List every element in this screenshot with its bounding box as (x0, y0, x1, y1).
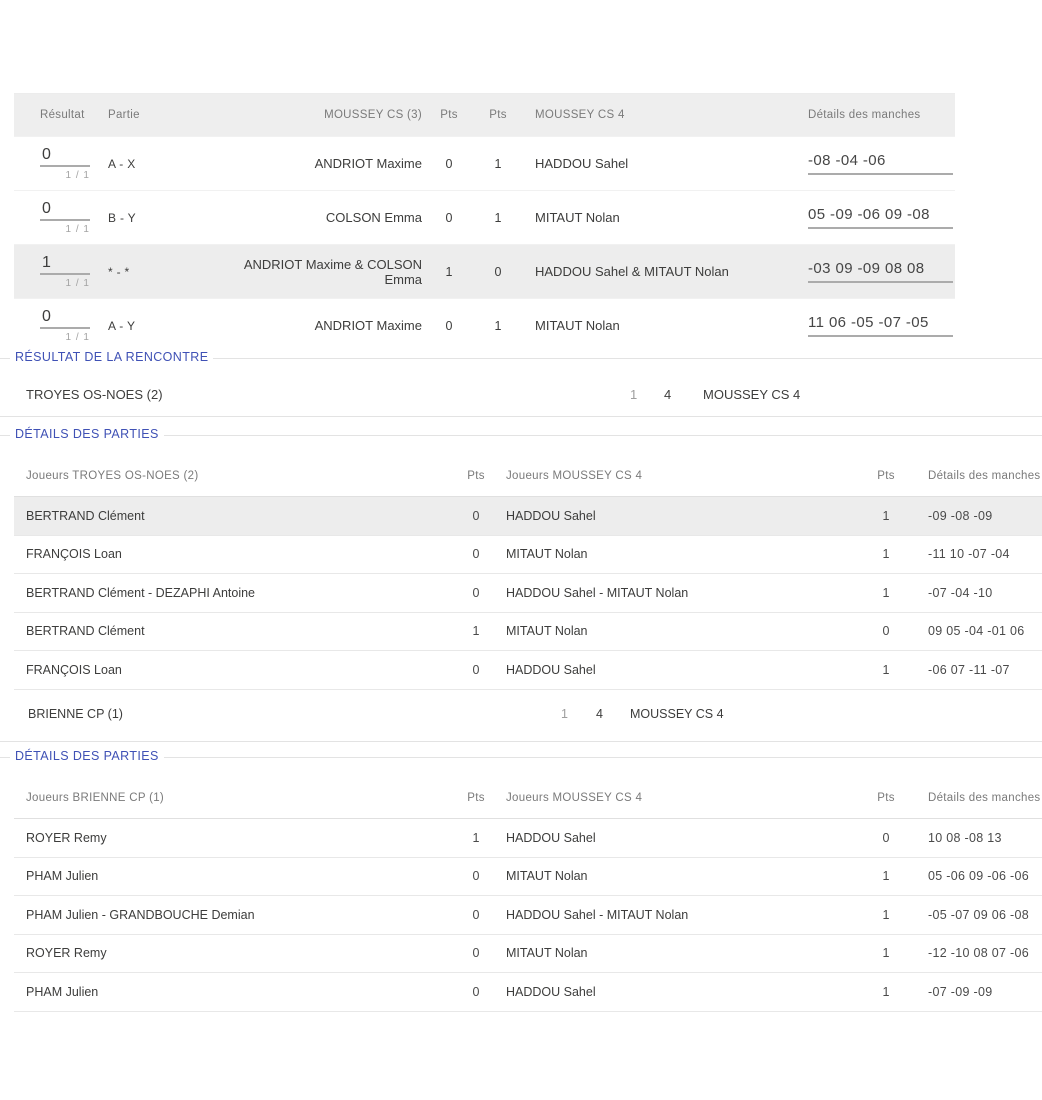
rencontre-score-a: 1 (630, 387, 638, 402)
pts-a: 0 (472, 907, 480, 922)
player-team-a: ANDRIOT Maxime (314, 156, 422, 171)
pts-a: 0 (472, 869, 480, 884)
player-b: HADDOU Sahel - MITAUT Nolan (506, 585, 689, 600)
result-field[interactable] (40, 146, 90, 181)
player-a: FRANÇOIS Loan (26, 662, 122, 677)
pts-a: 1 (472, 624, 480, 639)
result-fraction: 1 / 1 (65, 278, 90, 290)
footer-score-b: 4 (596, 706, 603, 721)
details-row (14, 613, 1042, 652)
pts-b: 1 (882, 585, 890, 600)
manches-detail: -05 -07 09 06 -08 (928, 907, 1029, 922)
partie-code: A - Y (108, 318, 136, 333)
match-game-row (14, 190, 955, 244)
details-row (14, 935, 1042, 974)
player-team-a: ANDRIOT Maxime & COLSON Emma (243, 256, 422, 287)
details-row (14, 973, 1042, 1012)
pts-a: 1 (472, 830, 480, 845)
player-b: HADDOU Sahel (506, 830, 596, 845)
header-team-b: MOUSSEY CS 4 (535, 109, 625, 121)
player-team-b: MITAUT Nolan (535, 318, 620, 333)
footer-score-a: 1 (561, 706, 568, 721)
player-a: BERTRAND Clément (26, 624, 145, 639)
player-a: PHAM Julien (26, 869, 99, 884)
manches-detail: -07 -04 -10 (928, 585, 993, 600)
manches-field[interactable] (793, 152, 955, 175)
pts-b-value: 1 (494, 318, 502, 333)
player-b: HADDOU Sahel (506, 662, 596, 677)
details-row (14, 536, 1042, 575)
player-b: MITAUT Nolan (506, 624, 588, 639)
section-resultat-rencontre (0, 350, 1042, 417)
pts-b: 1 (882, 547, 890, 562)
details-row (14, 651, 1042, 690)
player-team-b: HADDOU Sahel (535, 156, 629, 171)
player-team-b: MITAUT Nolan (535, 210, 620, 225)
details-row (14, 819, 1042, 858)
player-b: HADDOU Sahel (506, 984, 596, 999)
pts-a-value: 0 (445, 210, 453, 225)
player-a: BERTRAND Clément - DEZAPHI Antoine (26, 585, 256, 600)
section-details-parties-2 (0, 749, 1042, 1012)
details-header (14, 455, 1042, 497)
result-fraction: 1 / 1 (65, 224, 90, 236)
pts-b: 1 (882, 907, 890, 922)
partie-code: * - * (108, 264, 130, 279)
match-games-table (14, 93, 955, 352)
pts-b: 1 (882, 869, 890, 884)
pts-a-value: 1 (445, 264, 453, 279)
pts-b: 1 (882, 946, 890, 961)
details-header (14, 777, 1042, 819)
player-b: HADDOU Sahel (506, 508, 596, 523)
player-a: ROYER Remy (26, 946, 107, 961)
match-game-row (14, 136, 955, 190)
pts-b-value: 0 (494, 264, 502, 279)
details-row (14, 858, 1042, 897)
header-pts-a: Pts (467, 469, 485, 482)
details-row (14, 574, 1042, 613)
manches-field[interactable] (793, 260, 955, 283)
details-table-2 (14, 777, 1042, 1012)
partie-code: A - X (108, 156, 136, 171)
details-table-1 (14, 455, 1042, 741)
pts-b: 0 (882, 830, 890, 845)
header-team-a: MOUSSEY CS (3) (324, 109, 422, 121)
manches-field[interactable] (793, 206, 955, 229)
result-field[interactable] (40, 200, 90, 235)
manches-detail: -11 10 -07 -04 (928, 547, 1010, 562)
header-partie: Partie (108, 109, 140, 121)
player-a: ROYER Remy (26, 830, 107, 845)
pts-a: 0 (472, 984, 480, 999)
details-row-highlighted (14, 497, 1042, 536)
pts-b: 1 (882, 984, 890, 999)
header-players-a: Joueurs BRIENNE CP (1) (26, 791, 165, 804)
manches-detail: -09 -08 -09 (928, 508, 993, 523)
result-value[interactable]: 0 (40, 146, 90, 167)
rencontre-team-b: MOUSSEY CS 4 (703, 387, 801, 402)
result-value[interactable]: 1 (40, 254, 90, 275)
pts-a: 0 (472, 662, 480, 677)
result-field[interactable] (40, 308, 90, 343)
pts-a: 0 (472, 946, 480, 961)
manches-detail: 09 05 -04 -01 06 (928, 624, 1025, 639)
header-pts-a: Pts (440, 109, 458, 121)
header-details: Détails des manches (928, 791, 1041, 804)
header-pts-a: Pts (467, 791, 485, 804)
player-team-b: HADDOU Sahel & MITAUT Nolan (535, 264, 729, 279)
match-game-row (14, 298, 955, 352)
manches-detail: -07 -09 -09 (928, 984, 993, 999)
manches-detail: -12 -10 08 07 -06 (928, 946, 1029, 961)
section-legend: DÉTAILS DES PARTIES (10, 749, 164, 763)
details-row (14, 896, 1042, 935)
manches-value[interactable]: 05 -09 -06 09 -08 (808, 206, 953, 229)
player-b: HADDOU Sahel - MITAUT Nolan (506, 907, 689, 922)
header-players-b: Joueurs MOUSSEY CS 4 (506, 791, 643, 804)
pts-a: 0 (472, 585, 480, 600)
pts-a: 0 (472, 547, 480, 562)
player-a: PHAM Julien (26, 984, 99, 999)
pts-a-value: 0 (445, 156, 453, 171)
header-players-a: Joueurs TROYES OS-NOES (2) (26, 469, 199, 482)
header-players-b: Joueurs MOUSSEY CS 4 (506, 469, 643, 482)
result-field[interactable] (40, 254, 90, 289)
result-fraction: 1 / 1 (65, 332, 90, 344)
manches-value[interactable]: 11 06 -05 -07 -05 (808, 314, 953, 337)
pts-b: 1 (882, 508, 890, 523)
manches-field[interactable] (793, 314, 955, 337)
header-details: Détails des manches (928, 469, 1041, 482)
header-pts-b: Pts (877, 469, 895, 482)
rencontre-team-a: TROYES OS-NOES (2) (26, 387, 163, 402)
match-games-header (14, 94, 955, 136)
player-team-a: ANDRIOT Maxime (314, 318, 422, 333)
footer-team-b: MOUSSEY CS 4 (630, 706, 724, 721)
header-pts-b: Pts (489, 109, 507, 121)
manches-detail: 05 -06 09 -06 -06 (928, 869, 1029, 884)
manches-value[interactable]: -08 -04 -06 (808, 152, 953, 175)
footer-team-a: BRIENNE CP (1) (28, 706, 123, 721)
manches-detail: 10 08 -08 13 (928, 830, 1002, 845)
section-legend: RÉSULTAT DE LA RENCONTRE (10, 350, 213, 364)
header-details: Détails des manches (808, 109, 921, 121)
header-resultat: Résultat (40, 109, 85, 121)
player-b: MITAUT Nolan (506, 946, 588, 961)
player-a: FRANÇOIS Loan (26, 547, 122, 562)
player-team-a: COLSON Emma (325, 210, 422, 225)
player-b: MITAUT Nolan (506, 869, 588, 884)
section-legend: DÉTAILS DES PARTIES (10, 427, 164, 441)
pts-a-value: 0 (445, 318, 453, 333)
pts-a: 0 (472, 508, 480, 523)
pts-b: 0 (882, 624, 890, 639)
result-value[interactable]: 0 (40, 200, 90, 221)
result-value[interactable]: 0 (40, 308, 90, 329)
brienne-result-row (14, 690, 1042, 741)
rencontre-score-b: 4 (664, 387, 672, 402)
pts-b: 1 (882, 662, 890, 677)
header-pts-b: Pts (877, 791, 895, 804)
result-fraction: 1 / 1 (65, 170, 90, 182)
pts-b-value: 1 (494, 210, 502, 225)
player-b: MITAUT Nolan (506, 547, 588, 562)
player-a: BERTRAND Clément (26, 508, 145, 523)
partie-code: B - Y (108, 210, 136, 225)
player-a: PHAM Julien - GRANDBOUCHE Demian (26, 907, 255, 922)
match-game-row-highlighted (14, 244, 955, 298)
manches-detail: -06 07 -11 -07 (928, 662, 1010, 677)
section-details-parties-1 (0, 427, 1042, 742)
manches-value[interactable]: -03 09 -09 08 08 (808, 260, 953, 283)
pts-b-value: 1 (494, 156, 502, 171)
